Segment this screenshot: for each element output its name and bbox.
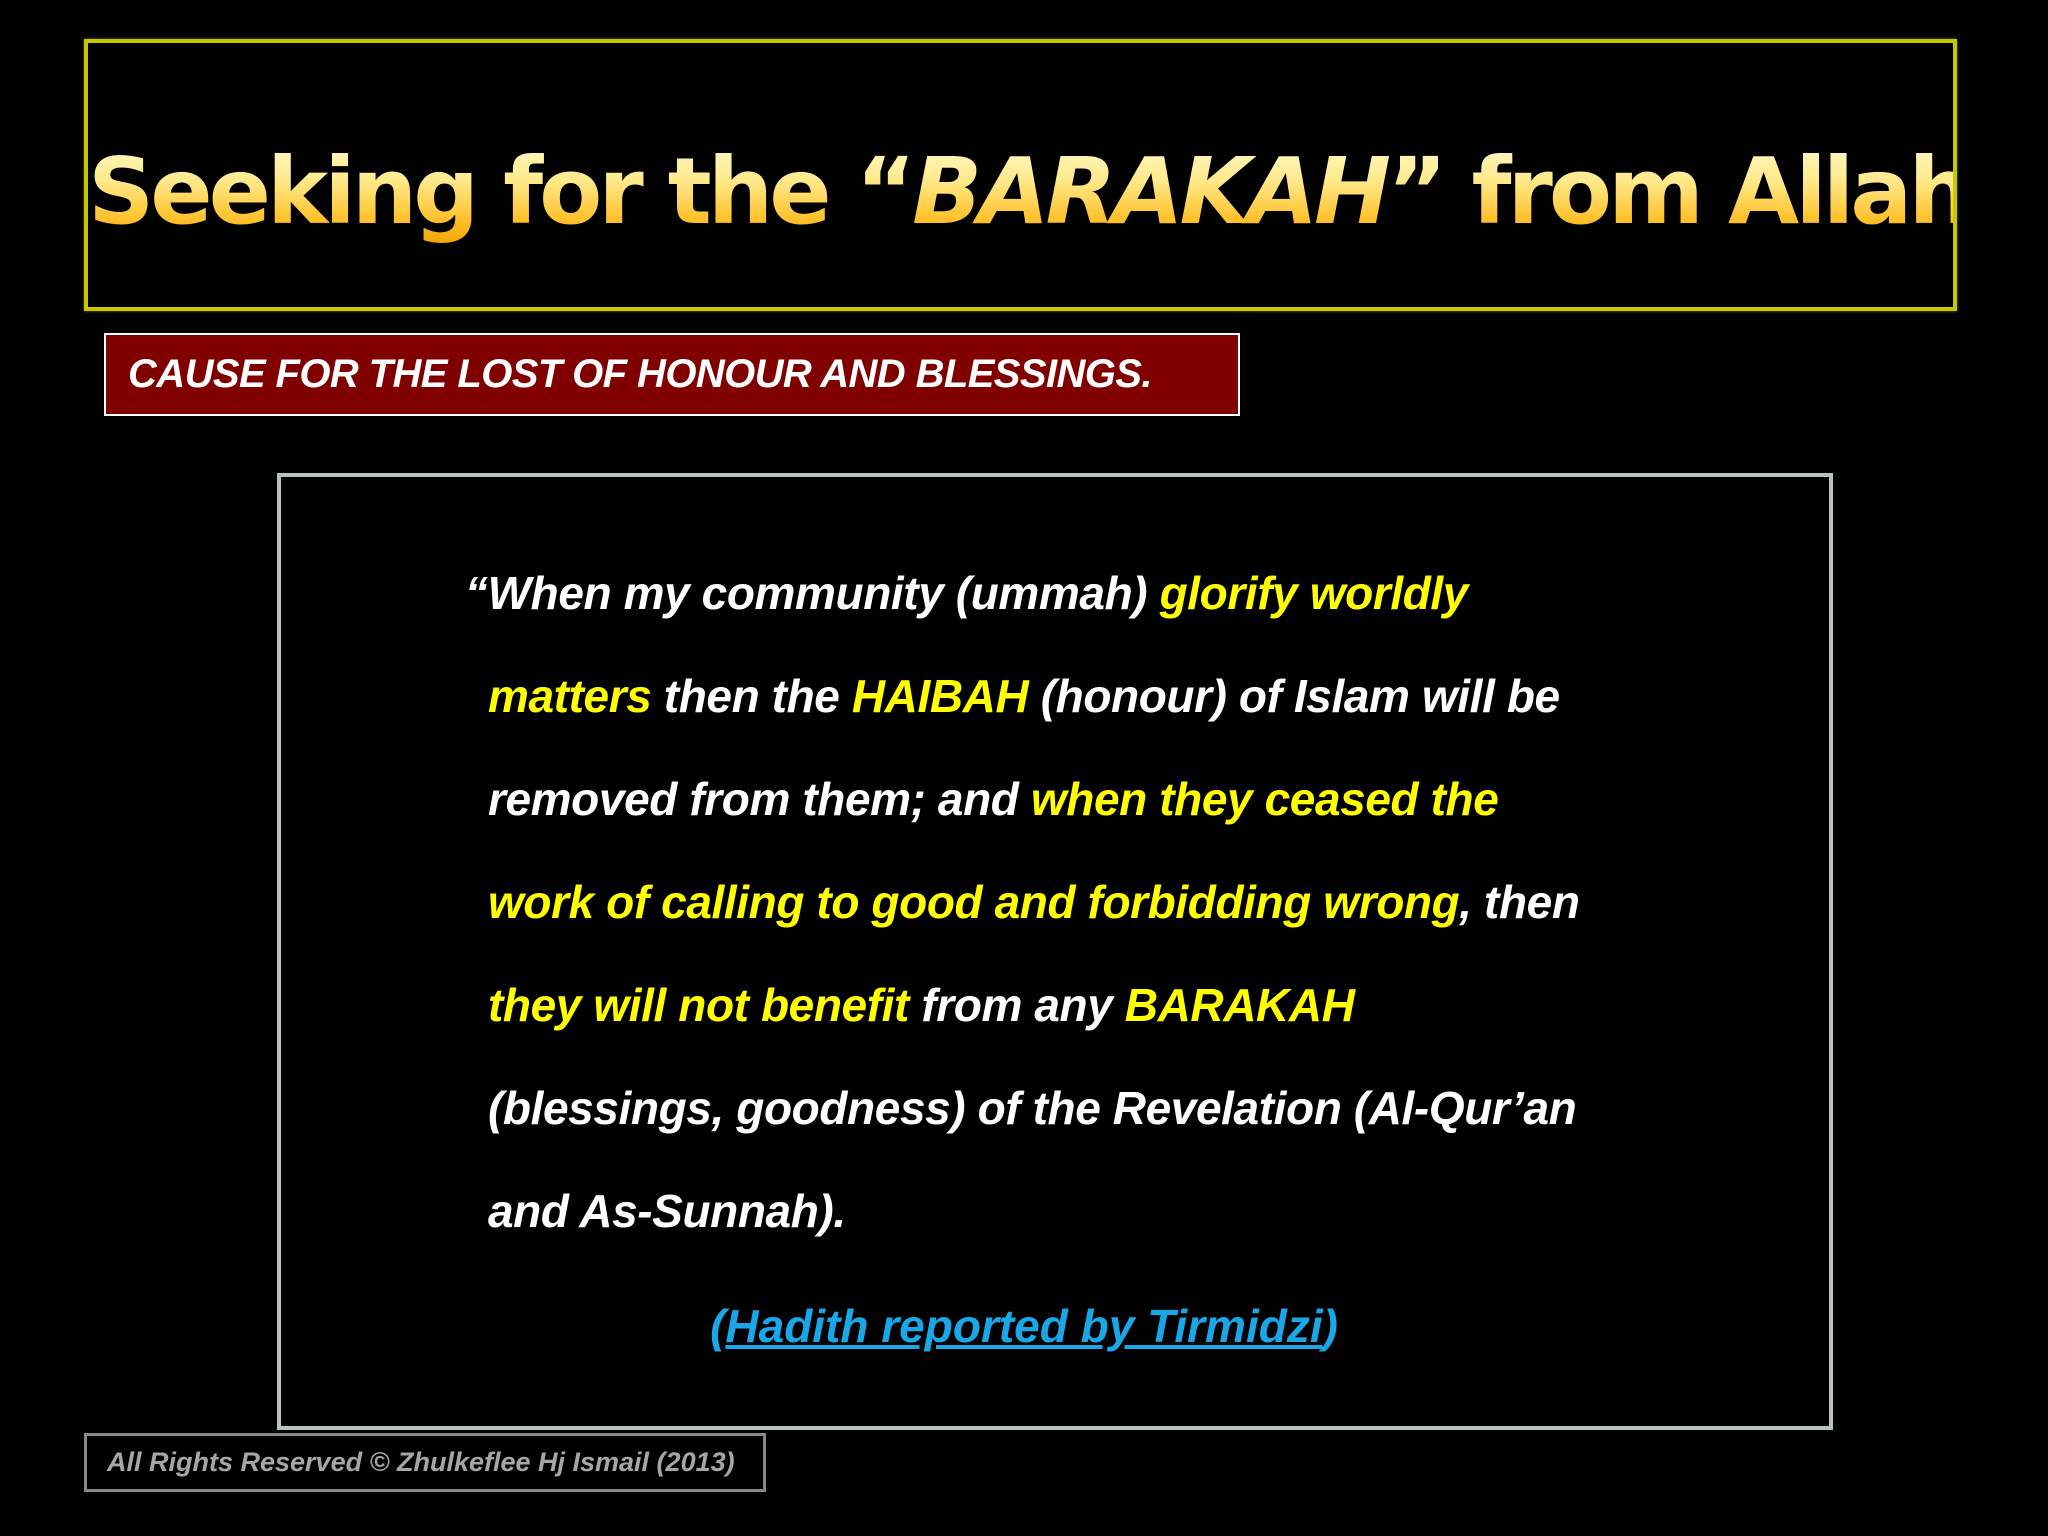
quote-text: then the [651, 670, 852, 722]
source-paren-close: ) [1322, 1300, 1338, 1352]
quote-highlight: glorify worldly [1159, 567, 1468, 619]
quote-highlight: they will not benefit [488, 979, 909, 1031]
quote-highlight: BARAKAH [1124, 979, 1355, 1031]
quote-line-5 [488, 977, 1355, 1033]
quote-text: “When my community (ummah) [465, 567, 1160, 619]
title-part-2: ” from Allah [1387, 138, 1970, 245]
copyright-text: All Rights Reserved © Zhulkeflee Hj Ismail (2013) [107, 1447, 735, 1477]
quote-text: , then [1459, 876, 1580, 928]
quote-text: removed from them; and [488, 773, 1031, 825]
quote-line-3 [488, 771, 1498, 827]
cause-heading-box [104, 333, 1240, 416]
quote-line-2 [488, 668, 1560, 724]
copyright-box [84, 1433, 766, 1492]
quote-highlight: HAIBAH [851, 670, 1029, 722]
quote-text: (blessings, goodness) of the Revelation (Al-Qur’an [488, 1082, 1577, 1134]
hadith-source [0, 1298, 2048, 1354]
quote-highlight: matters [488, 670, 652, 722]
source-paren-open: ( [710, 1300, 726, 1352]
slide-title [88, 137, 1970, 247]
quote-highlight: when they ceased the [1030, 773, 1499, 825]
cause-heading: CAUSE FOR THE LOST OF HONOUR AND BLESSINGS. [128, 352, 1152, 396]
title-box [84, 39, 1970, 311]
quote-line-4 [488, 874, 1580, 930]
quote-line-7 [488, 1183, 846, 1239]
quote-line-6 [488, 1080, 1576, 1136]
title-part-1: Seeking for the “ [88, 138, 913, 245]
quote-text: (honour) of Islam will be [1028, 670, 1560, 722]
quote-text: and As-Sunnah). [488, 1185, 846, 1237]
quote-text: from any [908, 979, 1125, 1031]
source-link[interactable]: Hadith reported by Tirmidzi [725, 1300, 1323, 1352]
quote-line-1 [465, 565, 1468, 621]
quote-highlight: work of calling to good and forbidding wrong [488, 876, 1460, 928]
title-emphasis: BARAKAH [912, 138, 1388, 245]
